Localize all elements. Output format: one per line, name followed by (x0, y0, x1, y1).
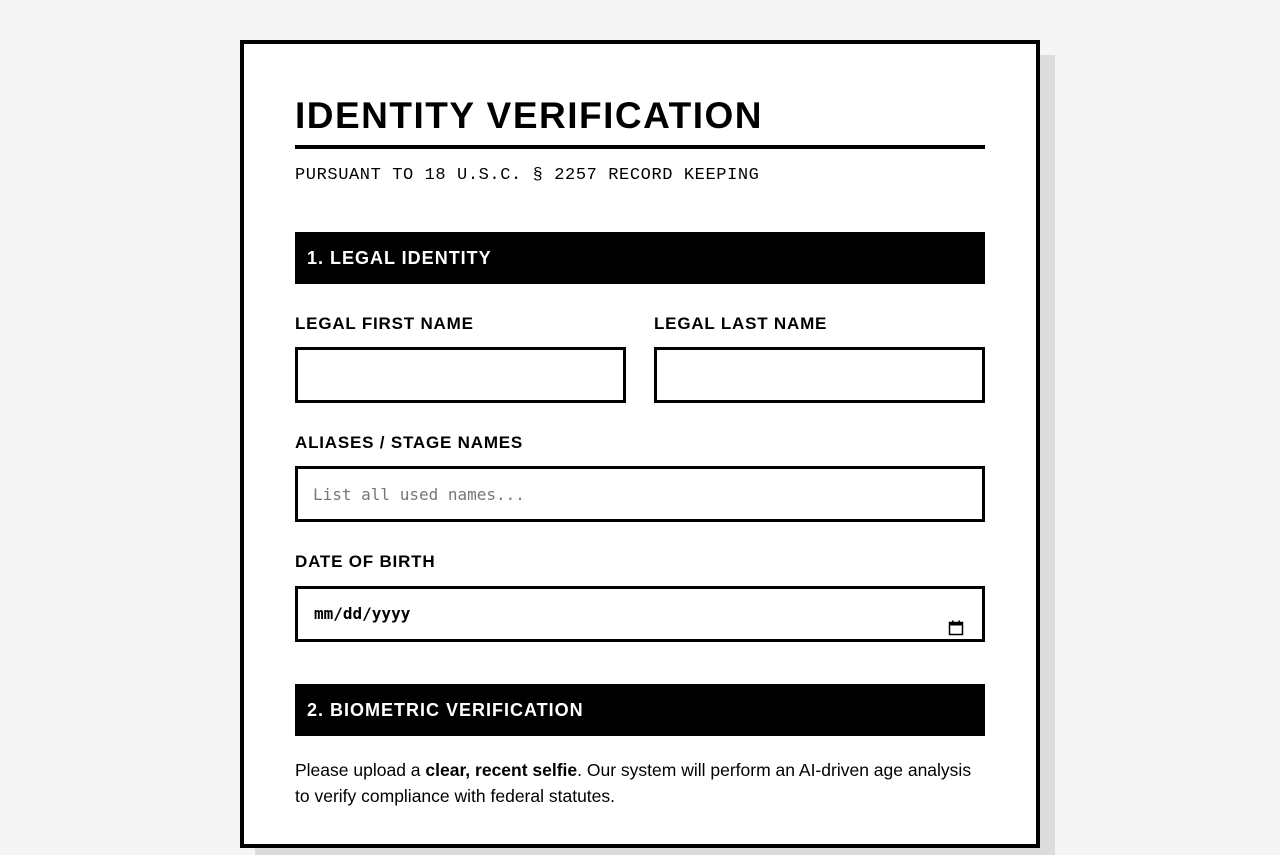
intro-prefix: Please upload a (295, 760, 426, 780)
calendar-icon[interactable] (948, 606, 964, 622)
page-title: IDENTITY VERIFICATION (295, 95, 763, 136)
dob-label: DATE OF BIRTH (295, 552, 436, 571)
title-divider (295, 145, 985, 149)
last-name-label: LEGAL LAST NAME (654, 314, 828, 333)
last-name-input[interactable] (672, 350, 967, 400)
dob-field[interactable] (295, 586, 985, 642)
dob-input-text[interactable]: mm/dd/yyyy (314, 604, 411, 623)
biometric-instructions (295, 757, 985, 809)
intro-suffix: . Our system will perform an AI-driven age analysis to verify compliance with federal statutes. (295, 760, 972, 806)
verification-form-card (240, 40, 1040, 848)
intro-bold: clear, recent selfie (425, 760, 578, 780)
page-subtitle: PURSUANT TO 18 U.S.C. § 2257 RECORD KEEPING (295, 166, 760, 185)
aliases-field[interactable] (295, 466, 985, 522)
section-legal-identity-heading: 1. LEGAL IDENTITY (295, 232, 985, 284)
last-name-field[interactable] (654, 347, 985, 403)
first-name-label: LEGAL FIRST NAME (295, 314, 474, 333)
aliases-label: ALIASES / STAGE NAMES (295, 433, 524, 452)
section-biometric-heading: 2. BIOMETRIC VERIFICATION (295, 684, 985, 736)
aliases-input[interactable] (313, 469, 967, 519)
first-name-input[interactable] (313, 350, 608, 400)
first-name-field[interactable] (295, 347, 626, 403)
